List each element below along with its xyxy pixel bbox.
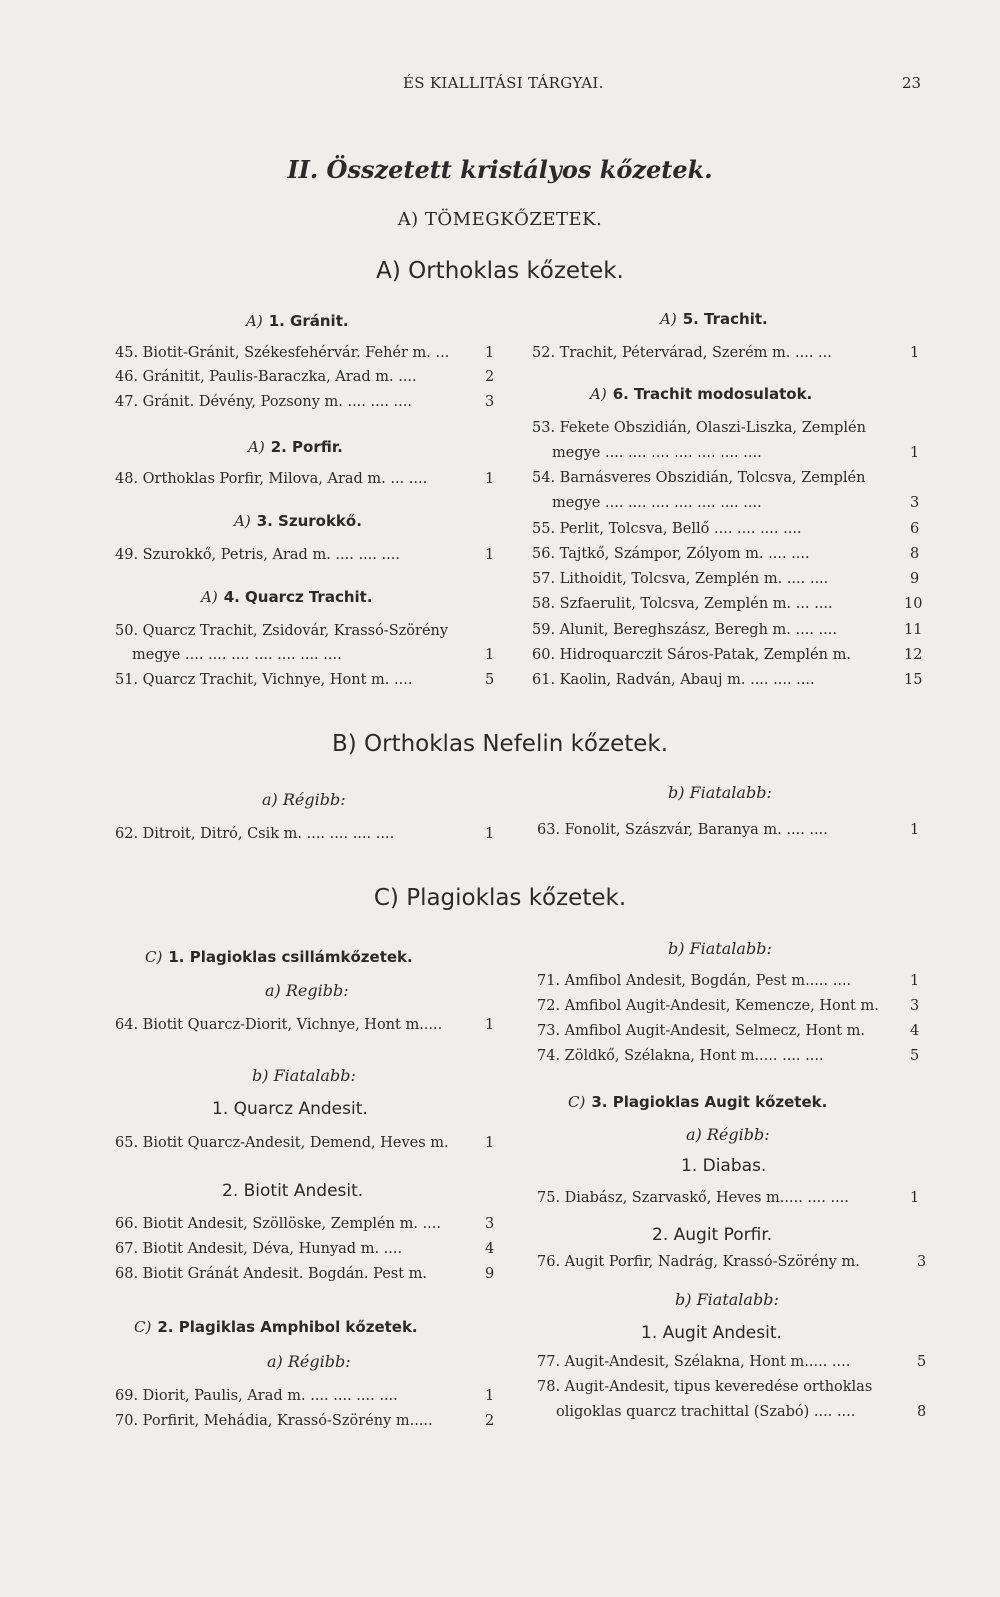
b-regibb-label: a) Régibb: — [262, 790, 346, 809]
c3-fiatalabb-label: b) Fiatalabb: — [675, 1290, 779, 1309]
entry-46: 46. Gránitit, Paulis-Baraczka, Arad m. .... 2 — [115, 369, 495, 385]
entry-65: 65. Biotit Quarcz-Andesit, Demend, Heves m. 1 — [115, 1135, 495, 1151]
c1-regibb-label: a) Regibb: — [265, 981, 349, 1000]
c-right-fiatalabb-label: b) Fiatalabb: — [668, 939, 772, 958]
entry-74: 74. Zöldkő, Szélakna, Hont m..... .... .... 5 — [537, 1048, 920, 1064]
c3-regibb-label: a) Régibb: — [686, 1125, 770, 1144]
entry-62: 62. Ditroit, Ditró, Csik m. .... .... .... .... 1 — [115, 826, 495, 842]
entry-48: 48. Orthoklas Porfir, Milova, Arad m. ... .... 1 — [115, 471, 495, 487]
entry-75: 75. Diabász, Szarvaskő, Heves m..... .... .... 1 — [537, 1190, 920, 1206]
entry-76: 76. Augit Porfir, Nadrág, Krassó-Szörény m. 3 — [537, 1254, 927, 1270]
entry-72: 72. Amfibol Augit-Andesit, Kemencze, Hont m. 3 — [537, 998, 920, 1014]
entry-66: 66. Biotit Andesit, Szöllöske, Zemplén m. .... 3 — [115, 1216, 495, 1232]
entry-70: 70. Porfirit, Mehádia, Krassó-Szörény m..... 2 — [115, 1413, 495, 1429]
entry-53-line1: 53. Fekete Obszidián, Olaszi-Liszka, Zemplén — [532, 420, 866, 436]
entry-55: 55. Perlit, Tolcsva, Bellő .... .... .... .... 6 — [532, 521, 920, 537]
c1-fiatalabb-label: b) Fiatalabb: — [252, 1066, 356, 1085]
entry-54-line1: 54. Barnásveres Obszidián, Tolcsva, Zemplén — [532, 470, 866, 486]
b-fiatalabb-label: b) Fiatalabb: — [668, 783, 772, 802]
entry-47: 47. Gránit. Dévény, Pozsony m. .... .... .... 3 — [115, 394, 495, 410]
entry-54-line2: megye .... .... .... .... .... .... .... 3 — [552, 495, 920, 511]
entry-67: 67. Biotit Andesit, Déva, Hunyad m. .... 4 — [115, 1241, 495, 1257]
entry-45: 45. Biotit-Gránit, Székesfehérvár. Fehér m. ... 1 — [115, 345, 495, 361]
c2-regibb-label: a) Régibb: — [267, 1352, 351, 1371]
entry-60: 60. Hidroquarczit Sáros-Patak, Zemplén m. 12 — [532, 647, 923, 663]
entry-61: 61. Kaolin, Radván, Abauj m. .... .... .... 15 — [532, 672, 923, 688]
entry-68: 68. Biotit Gránát Andesit. Bogdán. Pest m. 9 — [115, 1266, 495, 1282]
entry-77: 77. Augit-Andesit, Szélakna, Hont m..... .... 5 — [537, 1354, 927, 1370]
entry-69: 69. Diorit, Paulis, Arad m. .... .... .... .... 1 — [115, 1388, 495, 1404]
subheading-plagioklas-csillamkozetek: C) 1. Plagioklas csillámkőzetek. — [145, 948, 413, 966]
group-diabas: 1. Diabas. — [681, 1156, 767, 1176]
entry-64: 64. Biotit Quarcz-Diorit, Vichnye, Hont m..... 1 — [115, 1017, 495, 1033]
group-augit-porfir: 2. Augit Porfir. — [652, 1225, 773, 1245]
entry-71: 71. Amfibol Andesit, Bogdán, Pest m..... .... 1 — [537, 973, 920, 989]
page-number: 23 — [902, 74, 922, 92]
section-b-heading: B) Orthoklas Nefelin kőzetek. — [331, 731, 669, 757]
group-augit-andesit: 1. Augit Andesit. — [641, 1323, 782, 1343]
header-title: ÉS KIALLITÁSI TÁRGYAI. — [403, 74, 604, 92]
entry-58: 58. Szfaerulit, Tolcsva, Zemplén m. ... .... 10 — [532, 596, 923, 612]
subheading-quarcz-trachit: A) 4. Quarcz Trachit. — [201, 588, 373, 606]
entry-53-line2: megye .... .... .... .... .... .... .... 1 — [552, 445, 920, 461]
entry-50-line2: megye .... .... .... .... .... .... .... 1 — [132, 647, 495, 663]
subheading-trachit-modosulatok: A) 6. Trachit modosulatok. — [590, 385, 813, 403]
entry-73: 73. Amfibol Augit-Andesit, Selmecz, Hont m. 4 — [537, 1023, 920, 1039]
entry-50-line1: 50. Quarcz Trachit, Zsidovár, Krassó-Szörény — [115, 623, 449, 639]
entry-56: 56. Tajtkő, Számpor, Zólyom m. .... .... 8 — [532, 546, 920, 562]
subheading-granit: A) 1. Gránit. — [246, 312, 349, 330]
part-title: II. Összetett kristályos kőzetek. — [287, 155, 713, 184]
entry-59: 59. Alunit, Bereghszász, Beregh m. .... .... 11 — [532, 622, 923, 638]
entry-78-line2: oligoklas quarcz trachittal (Szabó) .... .... 8 — [556, 1404, 927, 1420]
subheading-plagioklas-augit: C) 3. Plagioklas Augit kőzetek. — [568, 1093, 828, 1111]
entry-78-line1: 78. Augit-Andesit, tipus keveredése orthoklas — [537, 1379, 873, 1395]
subheading-porfir: A) 2. Porfir. — [248, 438, 343, 456]
entry-51: 51. Quarcz Trachit, Vichnye, Hont m. .... 5 — [115, 672, 495, 688]
subheading-plagiklas-amphibol: C) 2. Plagiklas Amphibol kőzetek. — [134, 1318, 418, 1336]
entry-57: 57. Lithoidit, Tolcsva, Zemplén m. .... .... 9 — [532, 571, 920, 587]
entry-63: 63. Fonolit, Szászvár, Baranya m. .... .... 1 — [537, 822, 920, 838]
entry-49: 49. Szurokkő, Petris, Arad m. .... .... .... 1 — [115, 547, 495, 563]
section-a-heading: A) Orthoklas kőzetek. — [376, 258, 624, 284]
group-biotit-andesit: 2. Biotit Andesit. — [222, 1181, 364, 1201]
entry-52: 52. Trachit, Pétervárad, Szerém m. .... ... 1 — [532, 345, 920, 361]
group-quarcz-andesit: 1. Quarcz Andesit. — [212, 1099, 368, 1119]
subheading-trachit: A) 5. Trachit. — [660, 310, 768, 328]
subheading-szurokko: A) 3. Szurokkő. — [234, 512, 362, 530]
tomegkozetek-heading: A) TÖMEGKŐZETEK. — [397, 209, 603, 230]
section-c-heading: C) Plagioklas kőzetek. — [373, 885, 627, 911]
